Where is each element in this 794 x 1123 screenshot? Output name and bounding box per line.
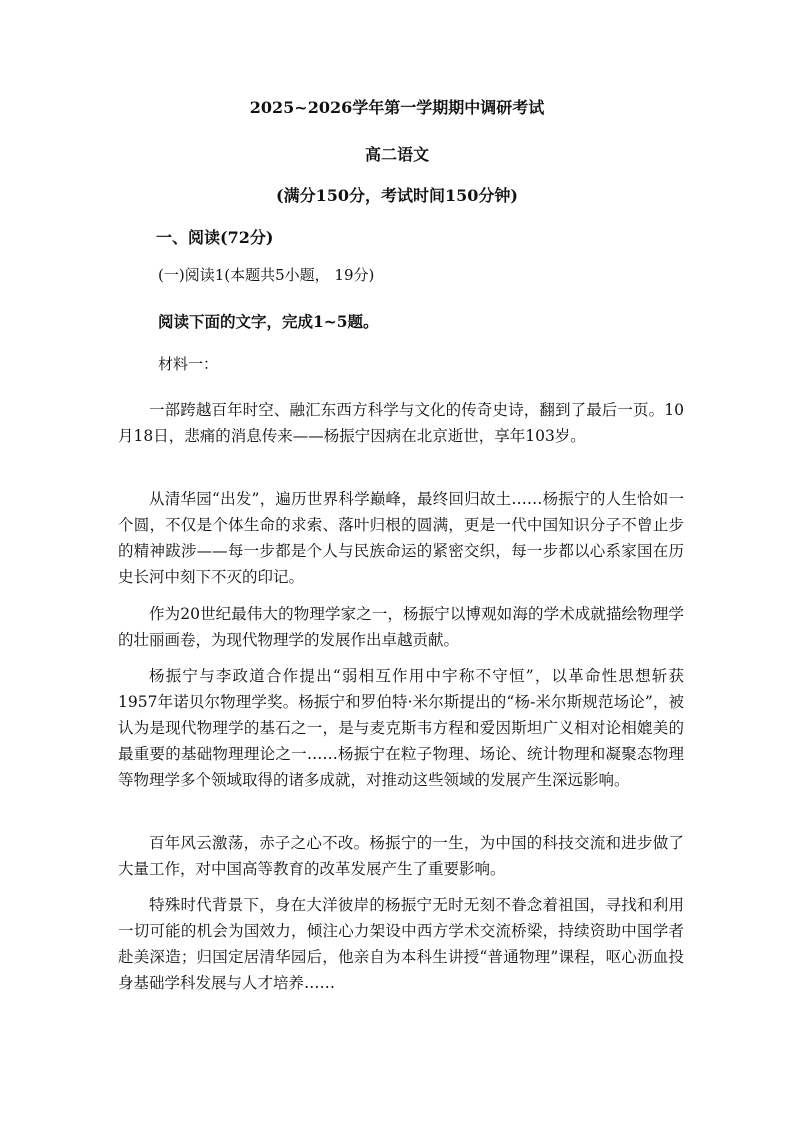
exam-title: 2025~2026学年第一学期期中调研考试 [249, 98, 545, 117]
passage-paragraph: 从清华园“出发”，遍历世界科学巅峰，最终回归故土……杨振宁的人生恰如一个圆，不仅是个体生命的求索、落叶归根的圆满，更是一代中国知识分子不曾止步的精神跋涉——每一步都是个人与民族命运的紧密交织，每一步都以心系家国在历史长河中刻下不灭的印记。 [118, 490, 684, 586]
material-label: 材料一： [158, 355, 219, 373]
passage-paragraph: 杨振宁与李政道合作提出“弱相互作用中宇称不守恒”，以革命性思想斩获1957年诺贝尔物理学奖。杨振宁和罗伯特·米尔斯提出的“杨-米尔斯规范场论”，被认为是现代物理学的基石之一，是与麦克斯韦方程和爱因斯坦广义相对论相媲美的最重要的基础物理理论之一……杨振宁在粒子物理、场论、统计物理和凝聚态物理等物理学多个领域取得的诸多成就，对推动这些领域的发展产生深远影响。 [118, 667, 684, 789]
exam-score-time-note: (满分150分，考试时间150分钟) [276, 186, 518, 205]
passage-paragraph: 一部跨越百年时空、融汇东西方科学与文化的传奇史诗，翻到了最后一页。10月18日，悲痛的消息传来——杨振宁因病在北京逝世，享年103岁。 [118, 401, 684, 445]
passage-paragraph: 作为20世纪最伟大的物理学家之一，杨振宁以博观如海的学术成就描绘物理学的壮丽画卷，为现代物理学的发展作出卓越贡献。 [118, 605, 684, 649]
subsection-heading: (一)阅读1(本题共5小题， 19分) [158, 266, 375, 284]
passage-paragraph: 特殊时代背景下，身在大洋彼岸的杨振宁无时无刻不眷念着祖国，寻找和利用一切可能的机会为国效力，倾注心力架设中西方学术交流桥梁，持续资助中国学者赴美深造；归国定居清华园后，他亲自为本科生讲授“普通物理”课程，呕心沥血投身基础学科发展与人才培养…… [118, 896, 684, 992]
passage-paragraph: 百年风云激荡，赤子之心不改。杨振宁的一生，为中国的科技交流和进步做了大量工作，对中国高等教育的改革发展产生了重要影响。 [118, 834, 684, 878]
section-heading: 一、阅读(72分) [156, 228, 274, 247]
exam-subject: 高二语文 [364, 145, 429, 164]
reading-instruction: 阅读下面的文字，完成1~5题。 [158, 312, 379, 331]
